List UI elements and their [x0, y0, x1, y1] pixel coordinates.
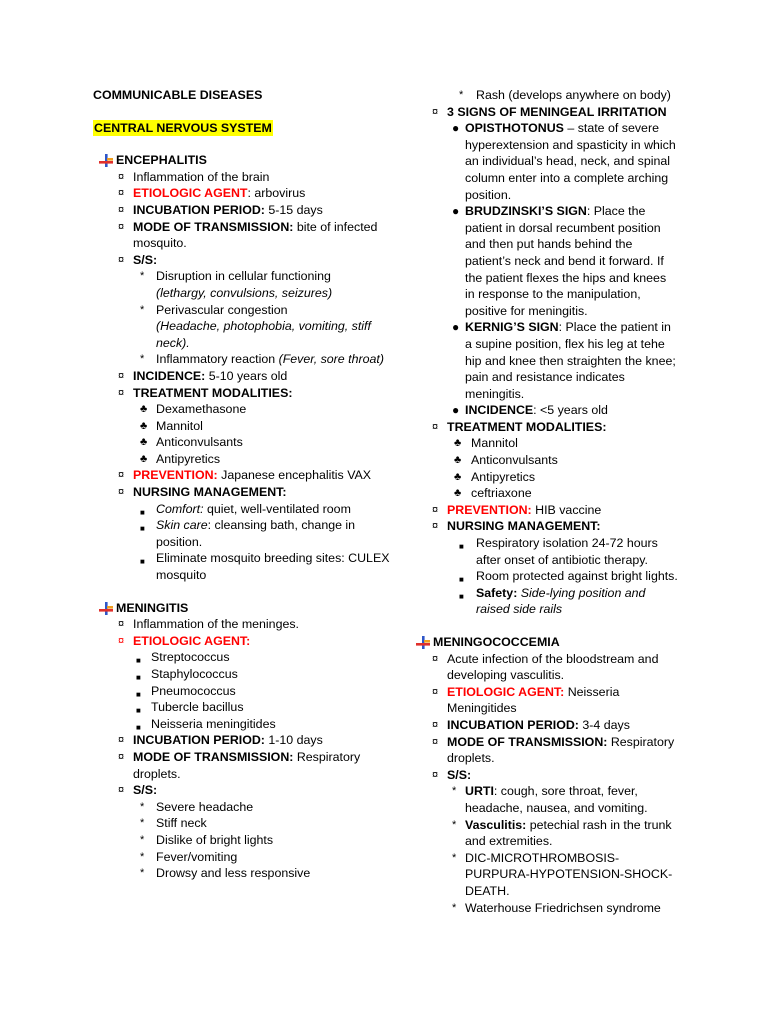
list-item: ■ Room protected against bright lights.	[429, 568, 679, 585]
list-item: ¤ INCIDENCE: 5-10 years old	[118, 368, 288, 383]
list-item: * Dislike of bright lights	[140, 832, 274, 847]
section-sign-icon: ¤	[118, 734, 125, 747]
list-item: ¤ MODE OF TRANSMISSION: Respiratory droplets.	[432, 734, 675, 766]
list-item: ¤ ETIOLOGIC AGENT:	[118, 633, 251, 648]
list-item: ¤ INCUBATION PERIOD: 5-15 days	[118, 202, 323, 217]
section-sign-icon: ¤	[118, 187, 125, 200]
right-column	[429, 0, 679, 916]
list-item: ■ Skin care: cleansing bath, change in position.	[140, 518, 356, 549]
section-sign-icon: ¤	[118, 469, 125, 482]
list-item: * Rash (develops anywhere on body)	[459, 88, 671, 102]
list-item: ¤ INCUBATION PERIOD: 3-4 days	[432, 717, 630, 732]
list-item: ¤ NURSING MANAGEMENT:	[118, 485, 287, 500]
list-item: * Inflammatory reaction (Fever, sore throat)	[140, 352, 384, 367]
list-item: ¤ ETIOLOGIC AGENT: arbovirus	[118, 186, 306, 201]
cross-bullet-icon	[99, 602, 113, 615]
asterisk-icon: *	[452, 785, 457, 798]
dot-icon: ●	[452, 403, 460, 418]
list-item: * URTI: cough, sore throat, fever, headache, nausea, and vomiting.	[452, 784, 648, 815]
list-item: ■ Comfort: quiet, well-ventilated room	[93, 501, 393, 518]
list-item: ■ Streptococcus	[93, 649, 393, 666]
section-sign-icon: ¤	[432, 503, 439, 516]
list-item: ♣ Mannitol	[454, 436, 518, 451]
list-item: ¤ TREATMENT MODALITIES:	[432, 419, 607, 434]
list-item: * Vasculitis: petechial rash in the trunk and extremities.	[452, 817, 672, 849]
asterisk-icon: *	[140, 270, 145, 283]
square-icon: ■	[459, 591, 464, 601]
square-icon: ■	[140, 507, 145, 517]
section-sign-icon: ¤	[432, 768, 439, 781]
section-sign-icon: ¤	[118, 170, 125, 183]
list-item: ¤ Acute infection of the bloodstream and developing vasculitis.	[432, 651, 659, 683]
section-sign-icon: ¤	[118, 486, 125, 499]
club-icon: ♣	[140, 452, 148, 465]
list-item: ¤ S/S:	[118, 783, 158, 798]
list-item: ■ Neisseria meningitides	[93, 716, 393, 733]
asterisk-icon: *	[140, 817, 145, 830]
list-item: ¤ MODE OF TRANSMISSION: Respiratory droplets.	[118, 749, 361, 781]
asterisk-icon: *	[452, 818, 457, 831]
list-item: ■ Pneumococcus	[93, 683, 393, 700]
document-title: COMMUNICABLE DISEASES	[93, 88, 263, 102]
list-item: ¤ PREVENTION: HIB vaccine	[432, 502, 602, 517]
section-sign-icon: ¤	[118, 750, 125, 763]
dot-icon: ●	[452, 121, 460, 136]
list-item: ¤ PREVENTION: Japanese encephalitis VAX	[118, 468, 372, 483]
section-sign-icon: ¤	[432, 520, 439, 533]
meningococcemia-heading: MENINGOCOCCEMIA	[410, 634, 679, 651]
list-item: ■ Staphylococcus	[93, 666, 393, 683]
list-item: ¤ Inflammation of the brain	[118, 169, 270, 184]
list-item: ¤ S/S:	[118, 252, 158, 267]
list-item: * Fever/vomiting	[140, 849, 238, 864]
club-icon: ♣	[454, 454, 462, 467]
section-sign-icon: ¤	[118, 220, 125, 233]
asterisk-icon: *	[140, 833, 145, 846]
asterisk-icon: *	[140, 303, 145, 316]
list-item: ¤ 3 SIGNS OF MENINGEAL IRRITATION	[432, 104, 667, 119]
list-item: ♣ Anticonvulsants	[454, 453, 558, 468]
section-sign-icon: ¤	[432, 718, 439, 731]
list-item: ● OPISTHOTONUS – state of severe hyperextension and spasticity in which an individual’s head, neck, and spinal column enter into a complete arching position.	[452, 121, 676, 202]
square-icon: ■	[459, 542, 464, 552]
list-item: ♣ Mannitol	[140, 418, 203, 433]
section-sign-icon: ¤	[118, 618, 125, 631]
list-item: * DIC-MICROTHROMBOSIS-PURPURA-HYPOTENSION-SHOCK-DEATH.	[452, 850, 673, 898]
list-item: ♣ Anticonvulsants	[140, 435, 243, 450]
list-item: ¤ TREATMENT MODALITIES:	[118, 385, 293, 400]
encephalitis-heading: ENCEPHALITIS	[93, 152, 393, 169]
list-item: ■ Respiratory isolation 24-72 hours after onset of antibiotic therapy.	[459, 536, 658, 567]
list-item: ■ Safety: Side-lying position and raised side rails	[459, 585, 646, 617]
asterisk-icon: *	[140, 850, 145, 863]
list-item: * Severe headache	[140, 799, 254, 814]
square-icon: ■	[140, 524, 145, 534]
list-item: ♣ Antipyretics	[140, 451, 221, 466]
list-item: * Stiff neck	[140, 816, 207, 831]
asterisk-icon: *	[452, 851, 457, 864]
club-icon: ♣	[454, 437, 462, 450]
dot-icon: ●	[452, 204, 460, 219]
list-item: ♣ ceftriaxone	[454, 486, 532, 501]
square-icon: ■	[140, 557, 145, 567]
list-item: ¤ Inflammation of the meninges.	[118, 617, 299, 632]
section-sign-icon: ¤	[118, 253, 125, 266]
list-item: ● INCIDENCE: <5 years old	[452, 403, 608, 418]
list-item: ● KERNIG’S SIGN: Place the patient in a supine position, flex his leg at tehe hip and knee then straighten the knee; pain and resistance indicates meningitis.	[452, 320, 676, 401]
list-item: ¤ MODE OF TRANSMISSION: bite of infected mosquito.	[118, 219, 378, 251]
club-icon: ♣	[454, 487, 462, 500]
list-item: ¤ NURSING MANAGEMENT:	[432, 519, 601, 534]
section-title: CENTRAL NERVOUS SYSTEM	[94, 120, 272, 135]
list-item: ■ Eliminate mosquito breeding sites: CULEX mosquito	[140, 551, 390, 583]
list-item: ■ Tubercle bacillus	[93, 699, 393, 716]
club-icon: ♣	[140, 419, 148, 432]
asterisk-icon: *	[140, 353, 145, 366]
section-sign-icon: ¤	[432, 420, 439, 433]
section-sign-icon: ¤	[118, 634, 125, 647]
list-item: ♣ Dexamethasone	[140, 402, 247, 417]
section-sign-icon: ¤	[118, 369, 125, 382]
club-icon: ♣	[140, 403, 148, 416]
list-item: * Waterhouse Friedrichsen syndrome	[452, 900, 661, 915]
section-sign-icon: ¤	[118, 386, 125, 399]
club-icon: ♣	[140, 436, 148, 449]
section-sign-icon: ¤	[432, 105, 439, 118]
list-item: * Drowsy and less responsive	[140, 866, 311, 881]
list-item: * Disruption in cellular functioning (lethargy, convulsions, seizures)	[140, 269, 333, 300]
dot-icon: ●	[452, 320, 460, 335]
cross-bullet-icon	[99, 154, 113, 167]
square-icon: ■	[136, 673, 141, 682]
list-item: ¤ INCUBATION PERIOD: 1-10 days	[118, 733, 323, 748]
list-item: ¤ ETIOLOGIC AGENT: Neisseria Meningitides	[432, 684, 620, 716]
section-sign-icon: ¤	[118, 203, 125, 216]
list-item: ¤ S/S:	[432, 767, 472, 782]
section-sign-icon: ¤	[118, 784, 125, 797]
section-sign-icon: ¤	[432, 652, 439, 665]
square-icon: ■	[136, 689, 141, 699]
section-sign-icon: ¤	[432, 685, 439, 698]
square-icon: ■	[136, 722, 141, 732]
list-item: * Perivascular congestion (Headache, photophobia, vomiting, stiff neck).	[140, 302, 371, 350]
club-icon: ♣	[454, 470, 462, 483]
asterisk-icon: *	[452, 901, 457, 914]
meningitis-heading: MENINGITIS	[93, 600, 393, 617]
asterisk-icon: *	[140, 800, 145, 813]
square-icon: ■	[459, 575, 464, 585]
asterisk-icon: *	[459, 89, 464, 101]
list-item: ♣ Antipyretics	[454, 469, 536, 484]
list-item: ● BRUDZINSKI’S SIGN: Place the patient in dorsal recumbent position and then put hands behind the patient’s neck and bend it forward. If the patient flexes the hips and knees in response to the manipulation, positive for meningitis.	[452, 204, 667, 318]
square-icon: ■	[136, 706, 141, 716]
square-icon: ■	[136, 656, 141, 666]
cross-bullet-icon	[416, 636, 430, 649]
asterisk-icon: *	[140, 867, 145, 880]
section-sign-icon: ¤	[432, 735, 439, 748]
left-column	[93, 0, 393, 882]
